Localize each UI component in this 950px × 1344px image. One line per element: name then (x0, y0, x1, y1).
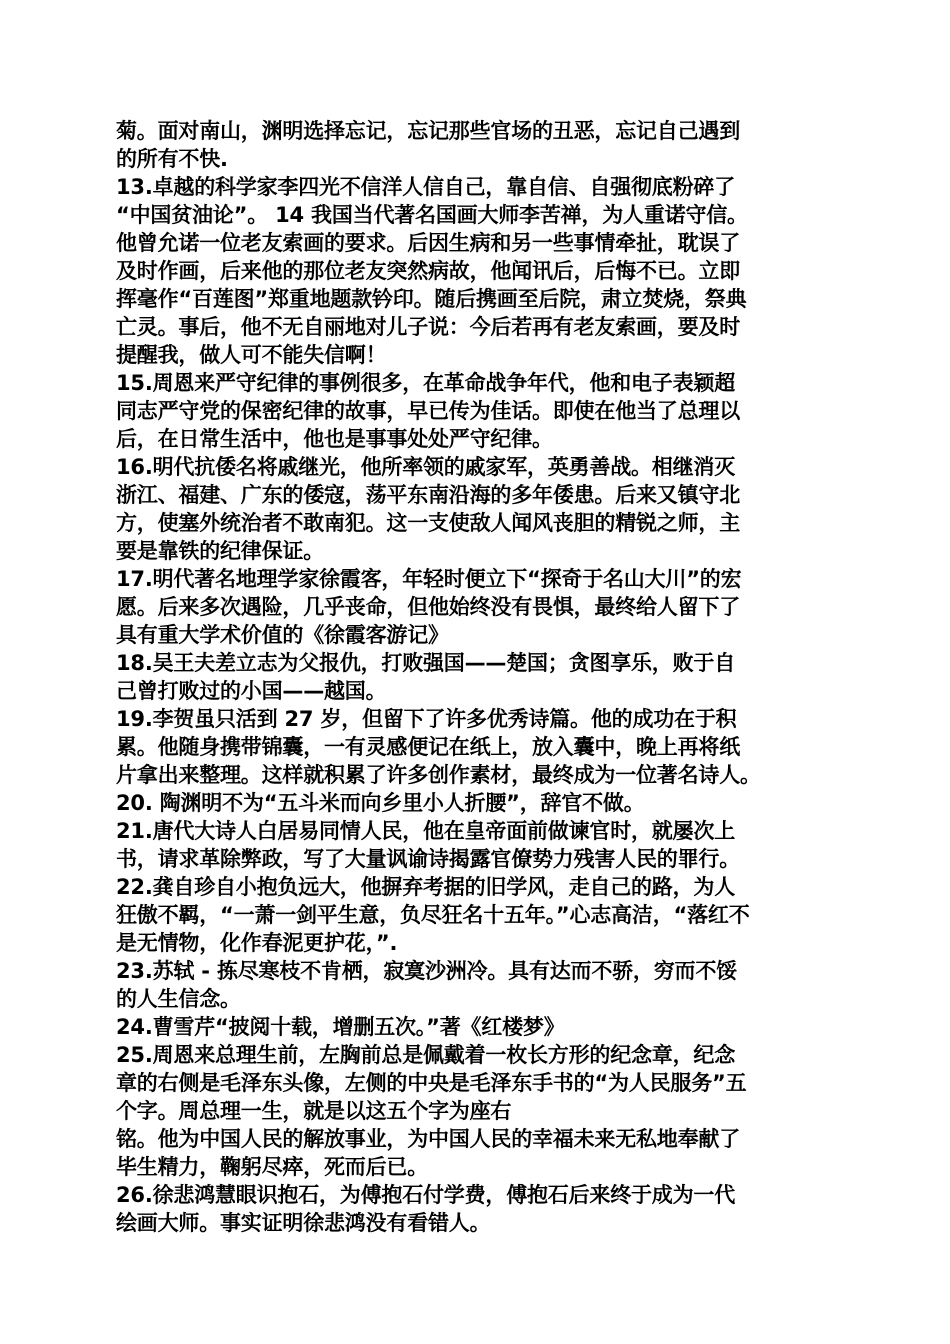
text-line: “中国贫油论”。 14 我国当代著名国画大师李苦禅，为人重诺守信。 (116, 203, 748, 227)
text-line: 15.周恩来严守纪律的事例很多，在革命战争年代，他和电子表颖超 (116, 371, 735, 395)
document-page (116, 117, 842, 1237)
text-line: 13.卓越的科学家李四光不信洋人信自己，靠自信、自强彻底粉碎了 (116, 175, 735, 199)
text-line: 17.明代著名地理学家徐霞客，年轻时便立下“探奇于名山大川”的宏 (116, 567, 742, 591)
text-line: 片拿出来整理。这样就积累了许多创作素材，最终成为一位著名诗人。 (116, 763, 761, 787)
text-line: 提醒我，做人可不能失信啊！ (116, 343, 387, 367)
text-line: 个字。周总理一生，就是以这五个字为座右 (116, 1099, 512, 1123)
text-line: 要是靠铁的纪律保证。 (116, 539, 324, 563)
text-line: 累。他随身携带锦囊，一有灵感便记在纸上，放入囊中，晚上再将纸 (116, 735, 740, 759)
text-line: 16.明代抗倭名将戚继光，他所率领的戚家军，英勇善战。相继消灭 (116, 455, 735, 479)
text-line: 毕生精力，鞠躬尽瘁，死而后已。 (116, 1155, 428, 1179)
text-line: 的人生信念。 (116, 987, 241, 1011)
text-line: 21.唐代大诗人白居易同情人民，他在皇帝面前做谏官时，就屡次上 (116, 819, 735, 843)
text-line: 挥毫作“百莲图”郑重地题款钤印。随后携画至后院，肃立焚烧，祭典 (116, 287, 747, 311)
text-line: 是无情物，化作春泥更护花，”. (116, 931, 398, 955)
text-line: 同志严守党的保密纪律的故事，早已传为佳话。即使在他当了总理以 (116, 399, 740, 423)
text-line: 亡灵。事后，他不无自丽地对儿子说：今后若再有老友索画，要及时 (116, 315, 740, 339)
text-line: 绘画大师。事实证明徐悲鸿没有看错人。 (116, 1211, 491, 1235)
text-line: 具有重大学术价值的《徐霞客游记》 (116, 623, 449, 647)
text-line: 书，请求革除弊政，写了大量讽谕诗揭露官僚势力残害人民的罪行。 (116, 847, 740, 871)
text-line: 狂傲不羁，“一萧一剑平生意，负尽狂名十五年。”心志高洁，“落红不 (116, 903, 750, 927)
text-line: 25.周恩来总理生前，左胸前总是佩戴着一枚长方形的纪念章，纪念 (116, 1043, 735, 1067)
text-line: 及时作画，后来他的那位老友突然病故，他闻讯后，后悔不已。立即 (116, 259, 740, 283)
text-line: 20. 陶渊明不为“五斗米而向乡里小人折腰”，辞官不做。 (116, 791, 645, 815)
text-line: 的所有不快. (116, 147, 228, 171)
text-line: 浙江、福建、广东的倭寇，荡平东南沿海的多年倭患。后来又镇守北 (116, 483, 740, 507)
text-line: 23.苏轼 - 拣尽寒枝不肯栖，寂寞沙洲冷。具有达而不骄，穷而不馁 (116, 959, 737, 983)
text-line: 19.李贺虽只活到 27 岁，但留下了许多优秀诗篇。他的成功在于积 (116, 707, 737, 731)
text-line: 铭。他为中国人民的解放事业，为中国人民的幸福未来无私地奉献了 (116, 1127, 740, 1151)
text-line: 18.吴王夫差立志为父报仇，打败强国——楚国；贪图享乐，败于自 (116, 651, 735, 675)
text-line: 己曾打败过的小国——越国。 (116, 679, 387, 703)
text-line: 章的右侧是毛泽东头像，左侧的中央是毛泽东手书的“为人民服务”五 (116, 1071, 747, 1095)
text-line: 22.龚自珍自小抱负远大，他摒弃考据的旧学风，走自己的路，为人 (116, 875, 735, 899)
text-line: 24.曹雪芹“披阅十载，增删五次。”著《红楼梦》 (116, 1015, 565, 1039)
text-line: 方，使塞外统治者不敢南犯。这一支使敌人闻风丧胆的精锐之师，主 (116, 511, 740, 535)
text-line: 26.徐悲鸿慧眼识抱石，为傅抱石付学费，傅抱石后来终于成为一代 (116, 1183, 735, 1207)
text-line: 愿。后来多次遇险，几乎丧命，但他始终没有畏惧，最终给人留下了 (116, 595, 740, 619)
text-line: 他曾允诺一位老友索画的要求。后因生病和另一些事情牵扯，耽误了 (116, 231, 740, 255)
text-line: 菊。面对南山，渊明选择忘记，忘记那些官场的丑恶，忘记自己遇到 (116, 119, 740, 143)
text-line: 后，在日常生活中，他也是事事处处严守纪律。 (116, 427, 553, 451)
